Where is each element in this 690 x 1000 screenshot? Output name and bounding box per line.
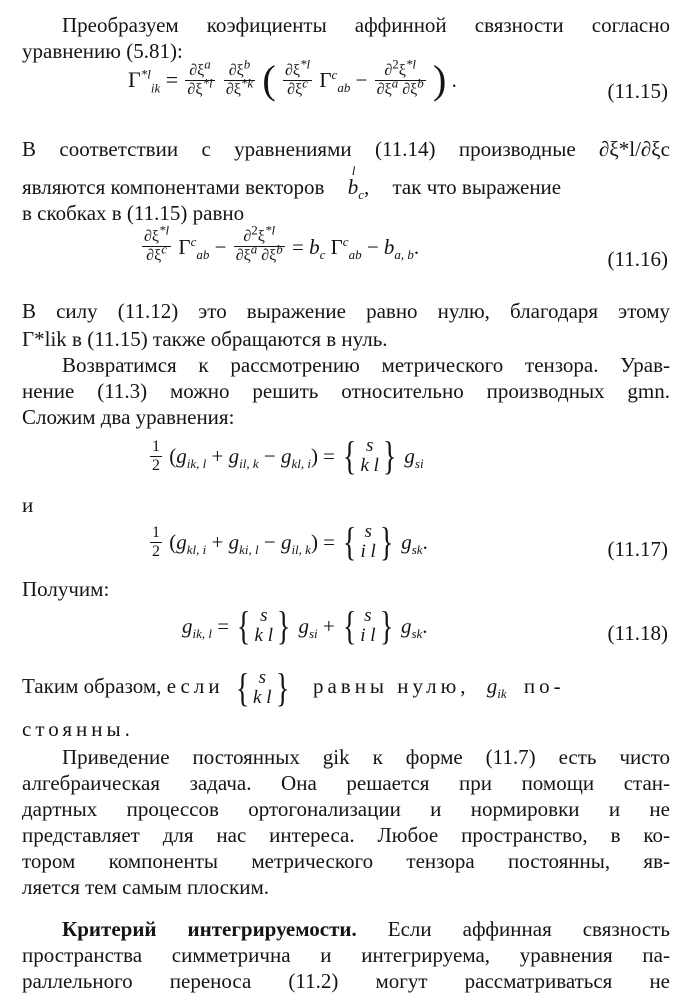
section-heading: Критерий интегрируемости.: [62, 917, 357, 941]
paragraph-6-line-2: алгебраическая задача. Она решается при помощи стан-: [22, 771, 670, 795]
eq-11-15-frac-3: $\frac{\partial\xi^{*l}}{\partial\xi^c}$: [284, 56, 311, 98]
paragraph-2-line-1: В соответствии с уравнениями (11.14) производные ∂ξ*l/∂ξc: [22, 137, 670, 161]
paragraph-2-text-b: так что выражение: [392, 175, 562, 199]
paragraph-2-text-a: являются компонентами векторов: [22, 175, 325, 199]
paragraph-7-line-1: Критерий интегрируемости. Если аффинная связность: [62, 917, 670, 941]
paragraph-6-line-1: Приведение постоянных gik к форме (11.7) есть чисто: [62, 745, 670, 769]
paragraph-6-line-4: представляет для нас интереса. Любое пространство, в ко-: [22, 823, 670, 847]
obtain-label: Получим:: [22, 577, 110, 601]
paragraph-4-line-2: нение (11.3) можно решить относительно производных gmn.: [22, 379, 670, 403]
eq-11-16-frac-1: $\frac{\partial\xi^{*l}}{\partial\xi^c}$: [144, 222, 170, 264]
equation-number-11-15: (11.15): [607, 79, 668, 103]
eq-11-15-frac-2: $\frac{\partial\xi^b}{\partial\xi^{*k}}$: [225, 56, 254, 98]
equation-sum-first: $\frac{1}{2}$ $(g_{ik, l} + g_{il, k} - g_{kl, i})$ = { s k l } $g_{si}$: [152, 433, 424, 478]
paragraph-5-line-2: стоянны.: [22, 717, 134, 741]
paragraph-6-line-5: тором компоненты метрического тензора постоянны, яв-: [22, 849, 670, 873]
christoffel-symbol: s i l: [360, 521, 376, 562]
paragraph-7-line-2: пространства симметрична и интегрируема, уравнения па-: [22, 943, 670, 967]
christoffel-symbol: s i l: [360, 605, 376, 646]
one-half: $\frac{1}{2}$: [152, 523, 160, 560]
equation-number-11-18: (11.18): [607, 621, 668, 645]
paragraph-6-line-6: ляется тем самым плоским.: [22, 875, 270, 899]
paragraph-1-line-2: уравнению (5.81):: [22, 39, 183, 63]
equation-11-16: $\frac{\partial\xi^{*l}}{\partial\xi^c}$ $\Gamma^c_{ab}$ − $\frac{\partial^2\xi^{*l}}{\partial\xi^a \partial\xi^b}$ = $b_c$ $\Gamma^c_{ab} - b_{a, b}$.: [144, 222, 420, 264]
equation-number-11-16: (11.16): [607, 247, 668, 271]
paragraph-5-line-1: Таким образом, если { s k l } равны нулю, $g_{ik}$ по-: [22, 665, 565, 710]
christoffel-symbol: s k l: [253, 667, 272, 708]
vector-b-c: $b_c$, l: [347, 163, 370, 203]
conjunction: и: [22, 493, 34, 517]
eq-11-16-frac-2: $\frac{\partial^2\xi^{*l}}{\partial\xi^a \partial\xi^b}$: [235, 222, 283, 264]
paragraph-2-line-2: [22, 163, 670, 203]
paragraph-3-line-1: В силу (11.12) это выражение равно нулю, благодаря этому: [22, 299, 670, 323]
paragraph-2-line-3: в скобках в (11.15) равно: [22, 201, 245, 225]
one-half: $\frac{1}{2}$: [152, 437, 160, 474]
christoffel-symbol: s k l: [254, 605, 274, 646]
christoffel-symbol: s k l: [360, 435, 379, 476]
paragraph-7-line-3: раллельного переноса (11.2) могут рассматриваться не: [22, 969, 670, 993]
paragraph-1-line-1: Преобразуем коэфициенты аффинной связности согласно: [62, 13, 670, 37]
paragraph-3-line-2: Γ*lik в (11.15) также обращаются в нуль.: [22, 327, 388, 351]
equation-number-11-17: (11.17): [607, 537, 668, 561]
paragraph-6-line-3: дартных процессов ортогонализации и нормировки и не: [22, 797, 670, 821]
equation-11-17: $\frac{1}{2}$ $(g_{kl, i} + g_{ki, l} - g_{il, k})$ = { s i l } $g_{sk}$.: [152, 519, 428, 564]
paragraph-4-line-1: Возвратимся к рассмотрению метрического тензора. Урав-: [62, 353, 670, 377]
equation-11-18: $g_{ik, l}$ = { s k l } $g_{si}$ + { s i l } $g_{sk}$.: [182, 603, 428, 648]
paragraph-4-line-3: Сложим два уравнения:: [22, 405, 235, 429]
equation-11-15: $\Gamma^{*l}_{ik}$ = $\frac{\partial\xi^a}{\partial\xi^{*l}}$ $\frac{\partial\xi^b}{\partial\xi^{*k}}$ ( $\frac{\partial\xi^{*l}}{\partial\xi^c}$ $\Gamma^c_{ab}$ − $\frac{\partial^2\xi^{*l}}{\partial\xi^a \partial\xi^b}$ ) .: [128, 56, 457, 102]
eq-11-15-frac-1: $\frac{\partial\xi^a}{\partial\xi^{*l}}$: [187, 56, 213, 98]
eq-11-15-frac-4: $\frac{\partial^2\xi^{*l}}{\partial\xi^a \partial\xi^b}$: [376, 56, 424, 98]
